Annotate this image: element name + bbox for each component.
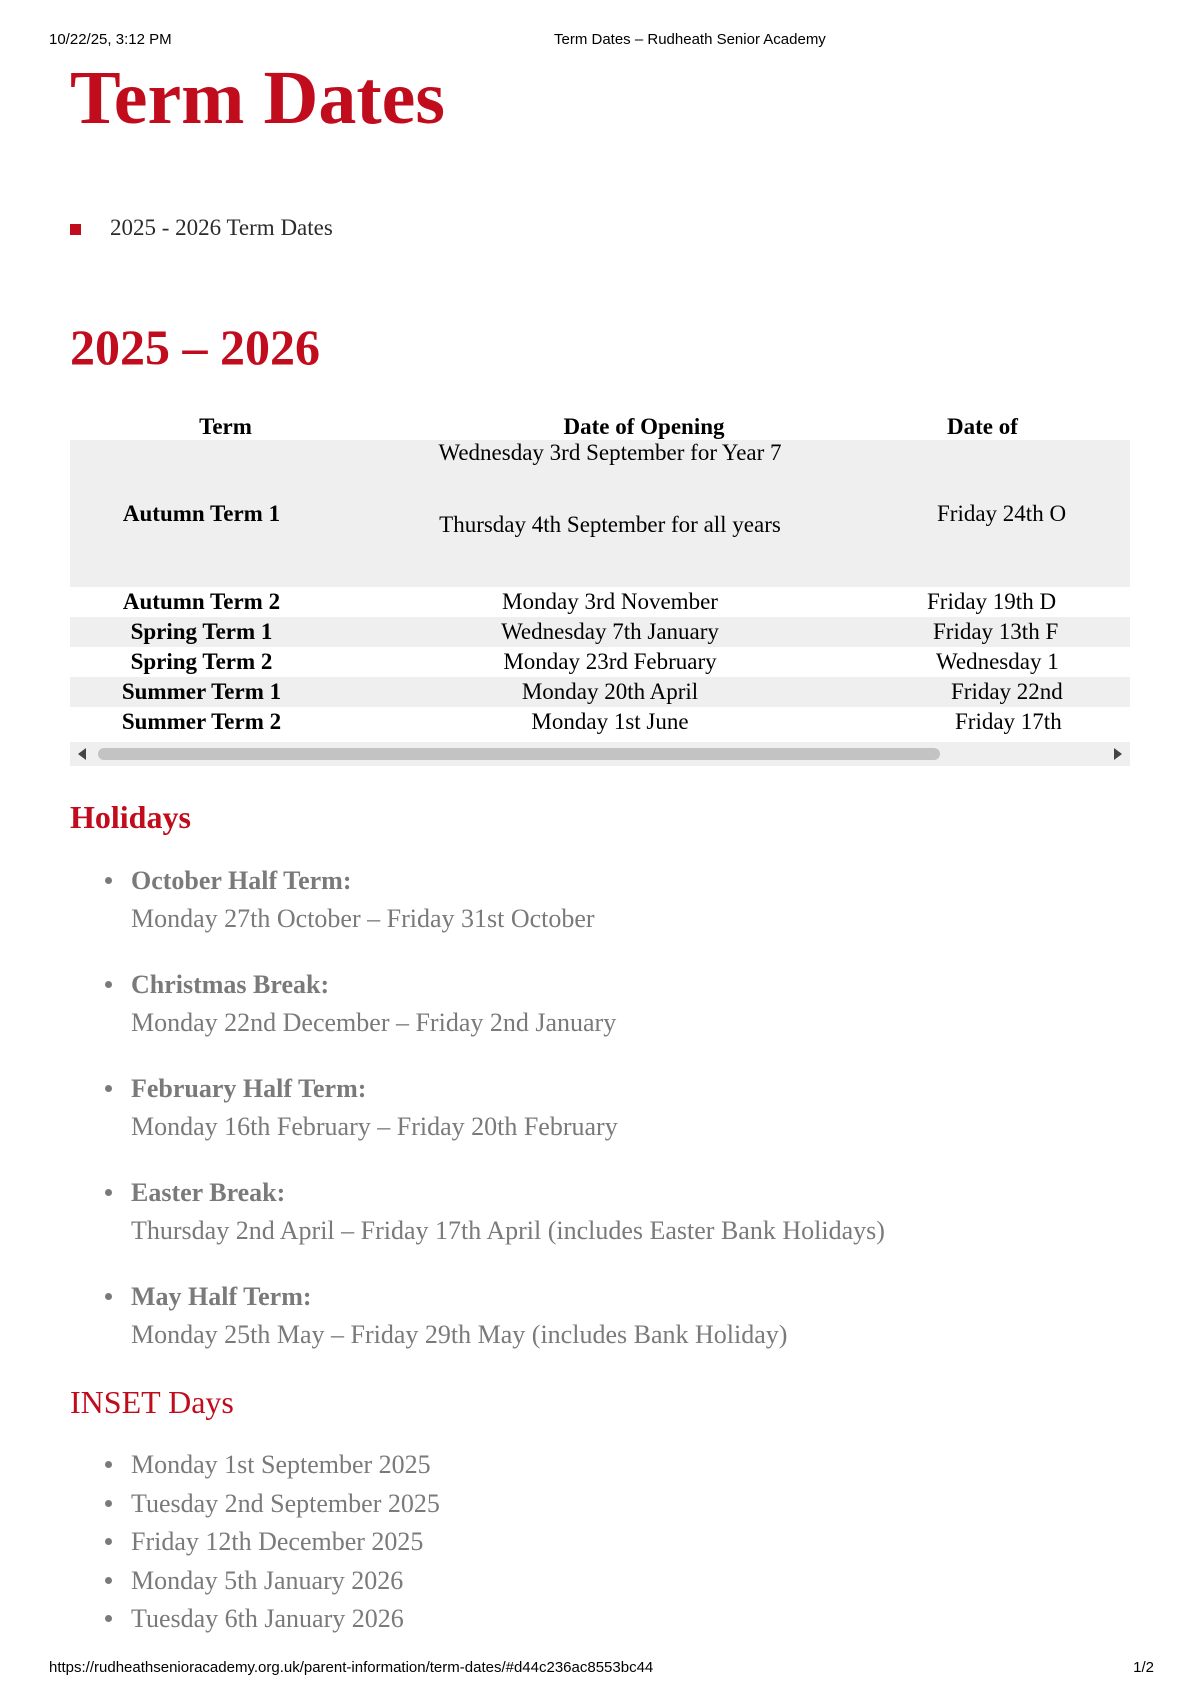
- opening-date: Monday 23rd February: [503, 649, 717, 674]
- table-of-contents: [70, 215, 333, 241]
- scroll-right-arrow-icon[interactable]: [1114, 748, 1122, 760]
- scrollbar-thumb[interactable]: [98, 748, 940, 760]
- bullet-icon: [105, 1615, 112, 1622]
- bullet-icon: [105, 877, 112, 884]
- opening-date-line-1: Wednesday 3rd September for Year 7: [438, 440, 782, 465]
- list-item: [70, 1070, 1130, 1146]
- closing-date: Friday 13th F: [887, 617, 1130, 647]
- toc-item-label[interactable]: 2025 - 2026 Term Dates: [110, 215, 333, 240]
- holidays-list: [70, 862, 1130, 1382]
- table-row: [70, 647, 1130, 677]
- list-item: [70, 862, 1130, 938]
- holidays-heading: Holidays: [70, 799, 191, 835]
- inset-days-list: [70, 1446, 440, 1639]
- holiday-name: Easter Break:: [131, 1178, 286, 1207]
- term-name: Autumn Term 2: [122, 589, 281, 614]
- bullet-icon: [105, 1500, 112, 1507]
- term-name: Spring Term 2: [130, 649, 273, 674]
- holiday-dates: Monday 16th February – Friday 20th February: [131, 1112, 618, 1141]
- term-name: Summer Term 1: [70, 677, 333, 707]
- page-number: 1/2: [1133, 1659, 1154, 1676]
- horizontal-scrollbar[interactable]: [70, 742, 1130, 766]
- table-row: [70, 587, 1130, 617]
- inset-date: Friday 12th December 2025: [131, 1527, 424, 1556]
- holiday-name: Christmas Break:: [131, 970, 330, 999]
- header-term: Term: [199, 414, 252, 439]
- list-item: [70, 1600, 440, 1639]
- bullet-icon: [105, 1577, 112, 1584]
- closing-date: Friday 19th D: [927, 589, 1057, 614]
- list-item: [70, 1278, 1130, 1354]
- square-bullet-icon: [70, 224, 81, 235]
- list-item: [70, 1523, 440, 1562]
- opening-date: Monday 20th April: [333, 677, 887, 707]
- opening-date: Monday 3rd November: [502, 589, 718, 614]
- list-item: [70, 1174, 1130, 1250]
- opening-date: Wednesday 7th January: [333, 617, 887, 647]
- print-footer: [0, 1659, 1200, 1679]
- bullet-icon: [105, 1189, 112, 1196]
- closing-date: Friday 22nd: [887, 677, 1130, 707]
- table-row: [70, 617, 1130, 647]
- header-date-of-opening: Date of Opening: [563, 414, 725, 439]
- holiday-name: February Half Term:: [131, 1074, 367, 1103]
- bullet-icon: [105, 1461, 112, 1468]
- inset-days-heading: INSET Days: [70, 1384, 234, 1420]
- inset-date: Tuesday 2nd September 2025: [131, 1488, 440, 1518]
- year-heading: 2025 – 2026: [70, 319, 320, 375]
- table-row: [70, 707, 1130, 737]
- term-table-scroll-container[interactable]: [70, 410, 1130, 766]
- print-url: https://rudheathsenioracademy.org.uk/parent-information/term-dates/#d44c236ac8553bc44: [49, 1659, 654, 1676]
- bullet-icon: [105, 1085, 112, 1092]
- print-header: [0, 31, 1200, 51]
- list-item: [70, 966, 1130, 1042]
- holiday-dates: Monday 27th October – Friday 31st October: [131, 904, 595, 933]
- holiday-dates: Monday 22nd December – Friday 2nd January: [131, 1008, 617, 1037]
- page-title: Term Dates: [70, 56, 445, 140]
- closing-date: Wednesday 1: [936, 649, 1059, 674]
- bullet-icon: [105, 1538, 112, 1545]
- holiday-name: May Half Term:: [131, 1282, 312, 1311]
- bullet-icon: [105, 981, 112, 988]
- toc-item[interactable]: [70, 215, 333, 241]
- holiday-dates: Monday 25th May – Friday 29th May (includes Bank Holiday): [131, 1320, 788, 1349]
- table-row: [70, 440, 1130, 587]
- closing-date: Friday 17th: [955, 709, 1062, 734]
- holiday-dates: Thursday 2nd April – Friday 17th April (includes Easter Bank Holidays): [131, 1216, 885, 1245]
- term-dates-table: [70, 410, 1130, 737]
- table-row: [70, 677, 1130, 707]
- inset-date: Monday 5th January 2026: [131, 1565, 404, 1595]
- inset-date: Tuesday 6th January 2026: [131, 1604, 404, 1633]
- closing-date: Friday 24th O: [887, 440, 1130, 587]
- list-item: [70, 1485, 440, 1524]
- bullet-icon: [105, 1293, 112, 1300]
- holiday-name: October Half Term:: [131, 866, 352, 895]
- header-date-of-closing: Date of: [947, 414, 1018, 439]
- scroll-left-arrow-icon[interactable]: [78, 748, 86, 760]
- term-name: Summer Term 2: [121, 709, 282, 734]
- opening-date-line-2: Thursday 4th September for all years: [439, 512, 781, 537]
- print-page-title: Term Dates – Rudheath Senior Academy: [554, 31, 826, 48]
- inset-date: Monday 1st September 2025: [131, 1450, 431, 1479]
- opening-date: [333, 440, 887, 587]
- term-name: Autumn Term 1: [70, 440, 333, 587]
- term-name: Spring Term 1: [70, 617, 333, 647]
- list-item: [70, 1446, 440, 1485]
- list-item: [70, 1562, 440, 1601]
- opening-date: Monday 1st June: [531, 709, 689, 734]
- table-header-row: [70, 410, 1130, 440]
- print-datetime: 10/22/25, 3:12 PM: [49, 31, 172, 48]
